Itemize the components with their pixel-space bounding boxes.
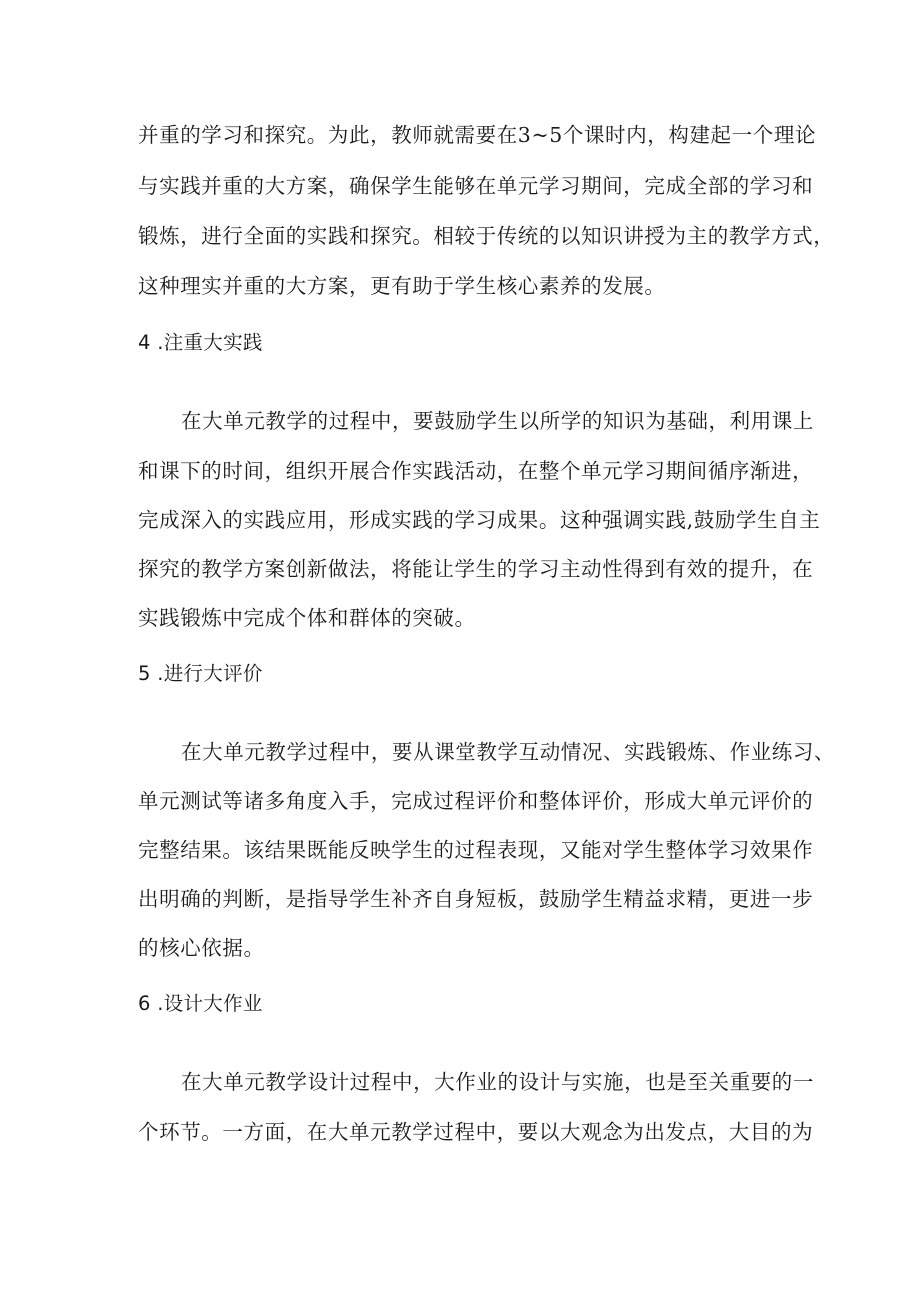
paragraph-line: 出明确的判断，是指导学生补齐自身短板，鼓励学生精益求精，更进一步	[138, 887, 814, 911]
paragraph-line: 完整结果。该结果既能反映学生的过程表现，又能对学生整体学习效果作	[138, 838, 814, 862]
section-heading-6: 6 .设计大作业	[138, 992, 263, 1015]
paragraph-line: 个环节。一方面，在大单元教学过程中，要以大观念为出发点，大目的为	[138, 1120, 814, 1144]
paragraph-line: 锻炼，进行全面的实践和探究。相较于传统的以知识讲授为主的教学方式，	[138, 224, 835, 248]
paragraph-line: 并重的学习和探究。为此，教师就需要在3~5个课时内，构建起一个理论	[138, 123, 817, 147]
paragraph-line: 这种理实并重的大方案，更有助于学生核心素养的发展。	[138, 274, 666, 298]
paragraph-line: 在大单元教学设计过程中，大作业的设计与实施，也是至关重要的一	[181, 1070, 814, 1094]
paragraph-line: 在大单元教学过程中，要从课堂教学互动情况、实践锻炼、作业练习、	[181, 740, 836, 764]
paragraph-line: 与实践并重的大方案，确保学生能够在单元学习期间，完成全部的学习和	[138, 174, 814, 198]
section-heading-4: 4 .注重大实践	[138, 331, 263, 354]
paragraph-line: 实践锻炼中完成个体和群体的突破。	[138, 606, 476, 630]
paragraph-line: 在大单元教学的过程中，要鼓励学生以所学的知识为基础，利用课上	[181, 409, 814, 433]
paragraph-line: 完成深入的实践应用，形成实践的学习成果。这种强调实践,鼓励学生自主	[138, 508, 821, 532]
section-heading-5: 5 .进行大评价	[138, 662, 263, 685]
paragraph-line: 的核心依据。	[138, 936, 265, 960]
paragraph-line: 和课下的时间，组织开展合作实践活动，在整个单元学习期间循序渐进，	[138, 459, 814, 483]
paragraph-line: 单元测试等诸多角度入手，完成过程评价和整体评价，形成大单元评价的	[138, 789, 814, 813]
paragraph-line: 探究的教学方案创新做法，将能让学生的学习主动性得到有效的提升，在	[138, 557, 814, 581]
